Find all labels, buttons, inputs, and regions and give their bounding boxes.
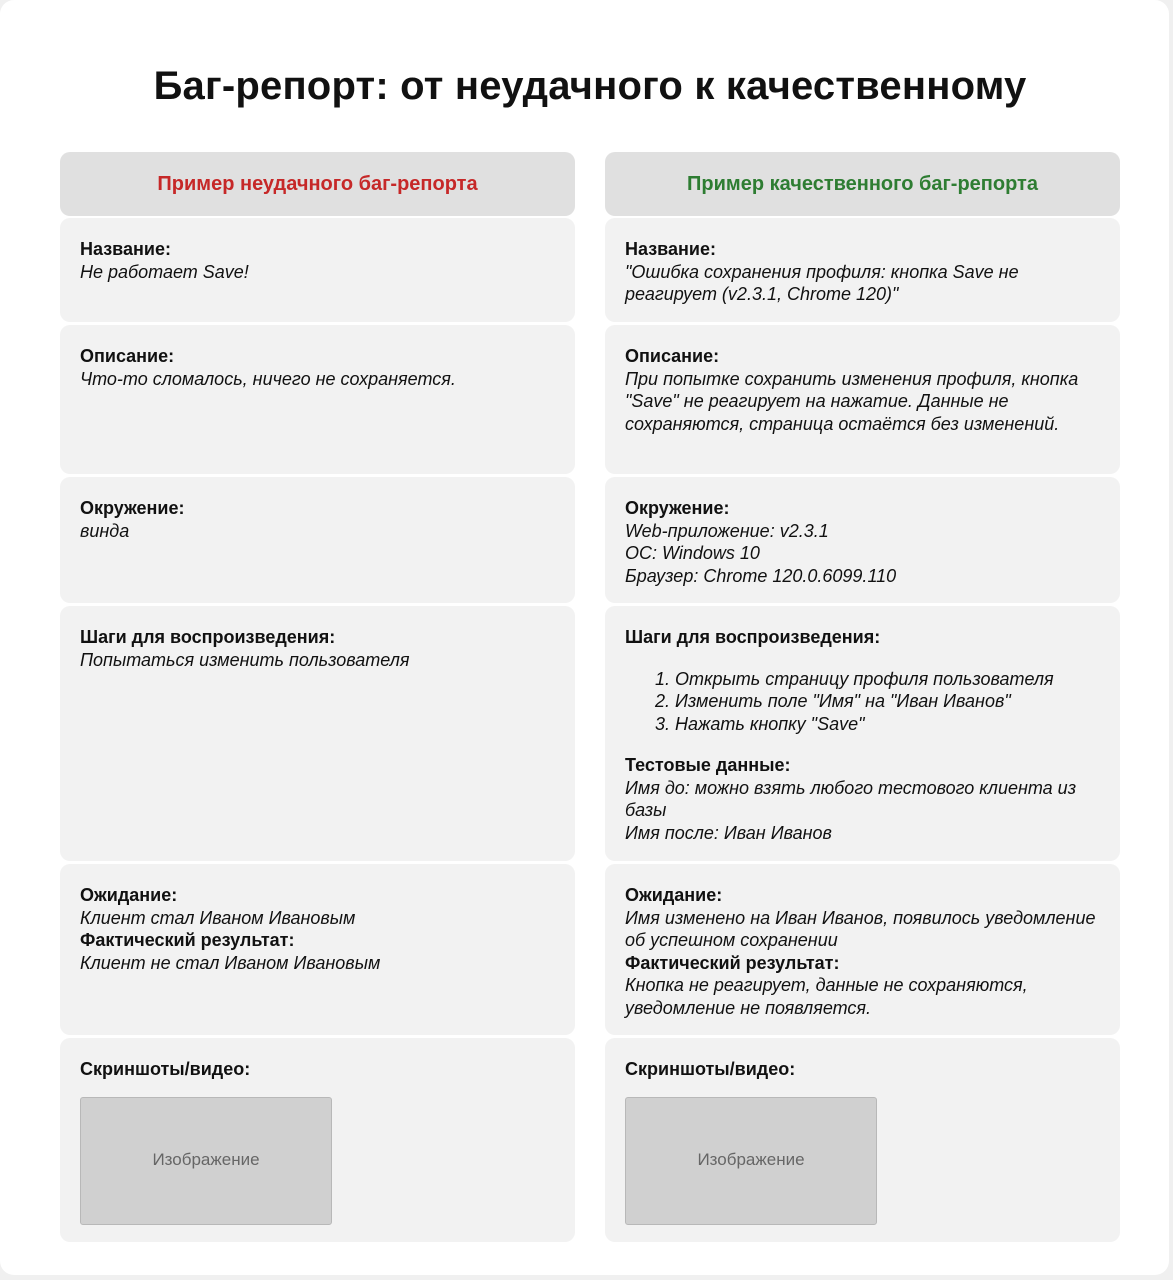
good-expected-value: Имя изменено на Иван Иванов, появилось уведомление об успешном сохранении xyxy=(625,907,1096,950)
bad-environment-card xyxy=(60,477,575,603)
good-description-value: При попытке сохранить изменения профиля, кнопка "Save" не реагирует на нажатие. Данные не сохраняются, страница остаётся без изменений. xyxy=(625,368,1079,434)
bad-environment-label: Окружение: xyxy=(80,498,185,518)
good-expected-label: Ожидание: xyxy=(625,885,723,905)
good-step-2: 2. Изменить поле "Имя" на "Иван Иванов" xyxy=(675,690,1100,713)
bad-steps-label: Шаги для воспроизведения: xyxy=(80,627,336,647)
bad-name-label: Название: xyxy=(80,239,171,259)
good-environment-browser: Браузер: Chrome 120.0.6099.110 xyxy=(625,565,897,586)
bad-report-header: Пример неудачного баг-репорта xyxy=(60,152,575,216)
good-name-card xyxy=(605,218,1120,322)
bad-steps-value: Попытаться изменить пользователя xyxy=(80,649,410,670)
bad-steps-card xyxy=(60,606,575,861)
good-description-card xyxy=(605,325,1120,474)
bad-image-placeholder[interactable]: Изображение xyxy=(80,1097,332,1225)
good-image-placeholder[interactable]: Изображение xyxy=(625,1097,877,1225)
bad-description-card xyxy=(60,325,575,474)
good-screenshots-label: Скриншоты/видео: xyxy=(625,1059,796,1079)
good-steps-list xyxy=(625,668,1100,736)
bad-description-label: Описание: xyxy=(80,346,175,366)
good-environment-label: Окружение: xyxy=(625,498,730,518)
good-test-data-after: Имя после: Иван Иванов xyxy=(625,822,832,843)
bad-name-card xyxy=(60,218,575,322)
good-results-card xyxy=(605,864,1120,1035)
good-name-value: "Ошибка сохранения профиля: кнопка Save не реагирует (v2.3.1, Chrome 120)" xyxy=(625,261,1019,304)
bad-report-column xyxy=(60,152,575,1170)
bad-screenshots-label: Скриншоты/видео: xyxy=(80,1059,251,1079)
good-test-data-label: Тестовые данные: xyxy=(625,755,791,775)
good-steps-label: Шаги для воспроизведения: xyxy=(625,627,881,647)
bad-name-value: Не работает Save! xyxy=(80,261,249,282)
good-environment-app: Web-приложение: v2.3.1 xyxy=(625,520,829,541)
good-environment-card xyxy=(605,477,1120,603)
good-actual-value: Кнопка не реагирует, данные не сохраняются, уведомление не появляется. xyxy=(625,975,1028,1018)
bad-actual-value: Клиент не стал Иваном Ивановым xyxy=(80,952,381,973)
good-test-data-before: Имя до: можно взять любого тестового клиента из базы xyxy=(625,777,1077,820)
bad-description-value: Что-то сломалось, ничего не сохраняется. xyxy=(80,368,456,389)
bad-environment-value: винда xyxy=(80,520,130,541)
good-environment-os: ОС: Windows 10 xyxy=(625,543,760,563)
good-steps-card xyxy=(605,606,1120,861)
good-step-3: 3. Нажать кнопку "Save" xyxy=(675,713,1100,736)
good-actual-label: Фактический результат: xyxy=(625,952,840,973)
good-screenshots-card xyxy=(605,1038,1120,1242)
good-report-header: Пример качественного баг-репорта xyxy=(605,152,1120,216)
bad-actual-label: Фактический результат: xyxy=(80,930,295,950)
bad-expected-value: Клиент стал Иваном Ивановым xyxy=(80,907,356,928)
good-report-column xyxy=(605,152,1120,1170)
good-name-label: Название: xyxy=(625,239,716,259)
bad-results-card xyxy=(60,864,575,1035)
good-description-label: Описание: xyxy=(625,346,720,366)
bad-expected-label: Ожидание: xyxy=(80,885,178,905)
page-title: Баг-репорт: от неудачного к качественному xyxy=(153,64,1027,108)
good-step-1: 1. Открыть страницу профиля пользователя xyxy=(675,668,1100,691)
bad-screenshots-card xyxy=(60,1038,575,1242)
